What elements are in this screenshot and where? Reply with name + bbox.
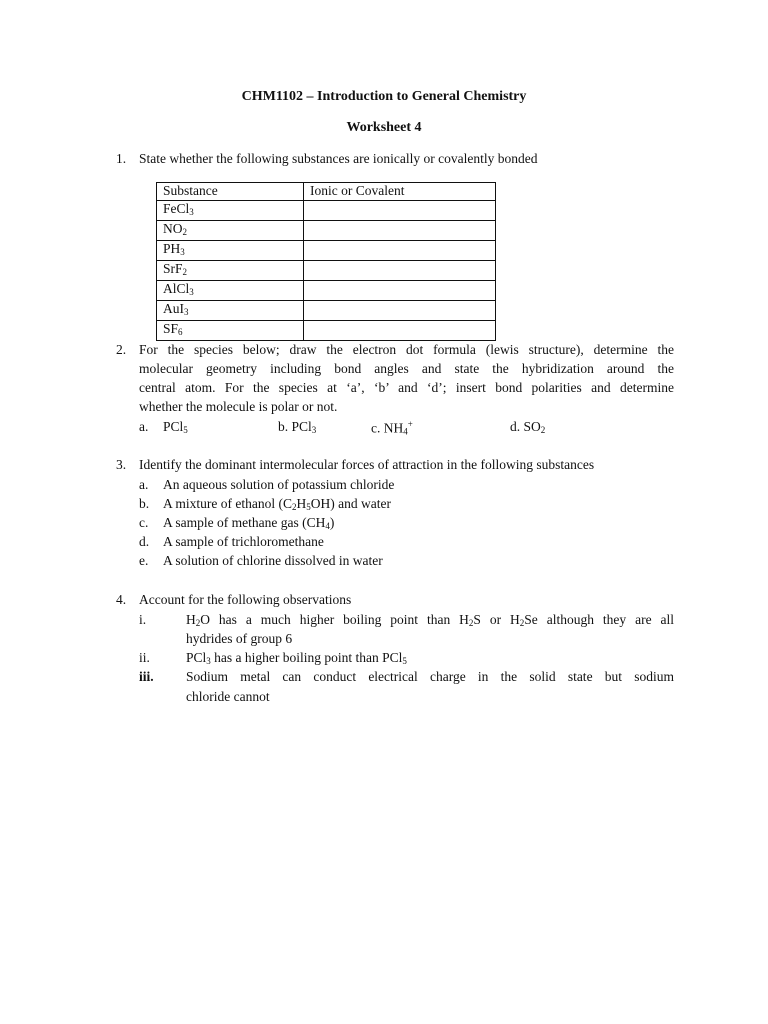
q3-item-c: A sample of methane gas $(CH_4)$ [163,515,335,531]
q4-item-label: i. [139,612,147,627]
header-ionic-covalent: Ionic or Covalent [304,183,496,201]
q3-item-label: a. [139,477,149,492]
q2-option-a-label: a. [139,419,149,434]
q2-line-4: whether the molecule is polar or not. [139,399,338,414]
answer-cell [304,300,496,320]
substance-cell: $SF_6$ [157,320,304,340]
bonding-table [156,182,496,341]
q3-text: Identify the dominant intermolecular forces of attraction in the following substances [139,457,595,472]
q4-item-i-line-1: $H_2O$ has a much higher boiling point than $H_2S$ or $H_2Se$ although they are all [186,612,674,628]
q3-item-label: e. [139,553,149,568]
answer-cell [304,320,496,340]
answer-cell [304,240,496,260]
table-row [157,260,496,280]
q4-item-iii-line-2: chloride cannot [186,689,270,704]
q3-item-a: An aqueous solution of potassium chloride [163,477,395,492]
table-row [157,200,496,220]
q1-text: State whether the following substances are ionically or covalently bonded [139,151,538,166]
q4-item-label: iii. [139,669,154,684]
q2-option-a: PCl$_5$ [163,419,188,435]
substance-cell: $PH_3$ [157,240,304,260]
q3-number: 3. [116,457,127,472]
substance-cell: AlCl$_3$ [157,280,304,300]
substance-cell: AuI$_3$ [157,300,304,320]
q4-item-iii-line-1: Sodium metal can conduct electrical charge in the solid state but sodium [186,669,674,684]
q2-number: 2. [116,342,127,357]
q2-line-2: molecular geometry including bond angles and state the hybridization around the [139,361,674,376]
q4-item-i-line-2: hydrides of group 6 [186,631,293,646]
answer-cell [304,220,496,240]
table-header-row [157,183,496,201]
q4-item-label: ii. [139,650,150,665]
substance-cell: $NO_2$ [157,220,304,240]
q3-item-label: b. [139,496,150,511]
q2-line-1: For the species below; draw the electron dot formula (lewis structure), determine the [139,342,674,357]
worksheet-title: Worksheet 4 [346,120,422,135]
q4-text: Account for the following observations [139,592,352,607]
q3-item-label: c. [139,515,149,530]
q2-option-b: b. PCl$_3$ [278,419,317,435]
q3-item-b: A mixture of ethanol $(C_2H_5OH)$ and water [163,496,391,512]
header-substance: Substance [157,183,304,201]
answer-cell [304,260,496,280]
q4-item-ii: PCl$_3$ has a higher boiling point than PCl$_5$ [186,650,407,666]
course-title: CHM1102 – Introduction to General Chemistry [241,89,527,104]
q2-option-d: d. $SO_2$ [510,419,546,435]
q2-line-3: central atom. For the species at ‘a’, ‘b’ and ‘d’; insert bond polarities and determine [139,380,674,395]
substance-cell: SrF$_2$ [157,260,304,280]
q3-item-d: A sample of trichloromethane [163,534,324,549]
substance-cell: FeCl$_3$ [157,200,304,220]
q2-option-c: c. $NH_4^+$ [371,419,413,437]
table-row [157,280,496,300]
table-row [157,320,496,340]
q1-number: 1. [116,151,127,166]
table-row [157,240,496,260]
answer-cell [304,200,496,220]
answer-cell [304,280,496,300]
table-row [157,220,496,240]
q4-number: 4. [116,592,127,607]
table-row [157,300,496,320]
q3-item-label: d. [139,534,150,549]
q3-item-e: A solution of chlorine dissolved in water [163,553,383,568]
